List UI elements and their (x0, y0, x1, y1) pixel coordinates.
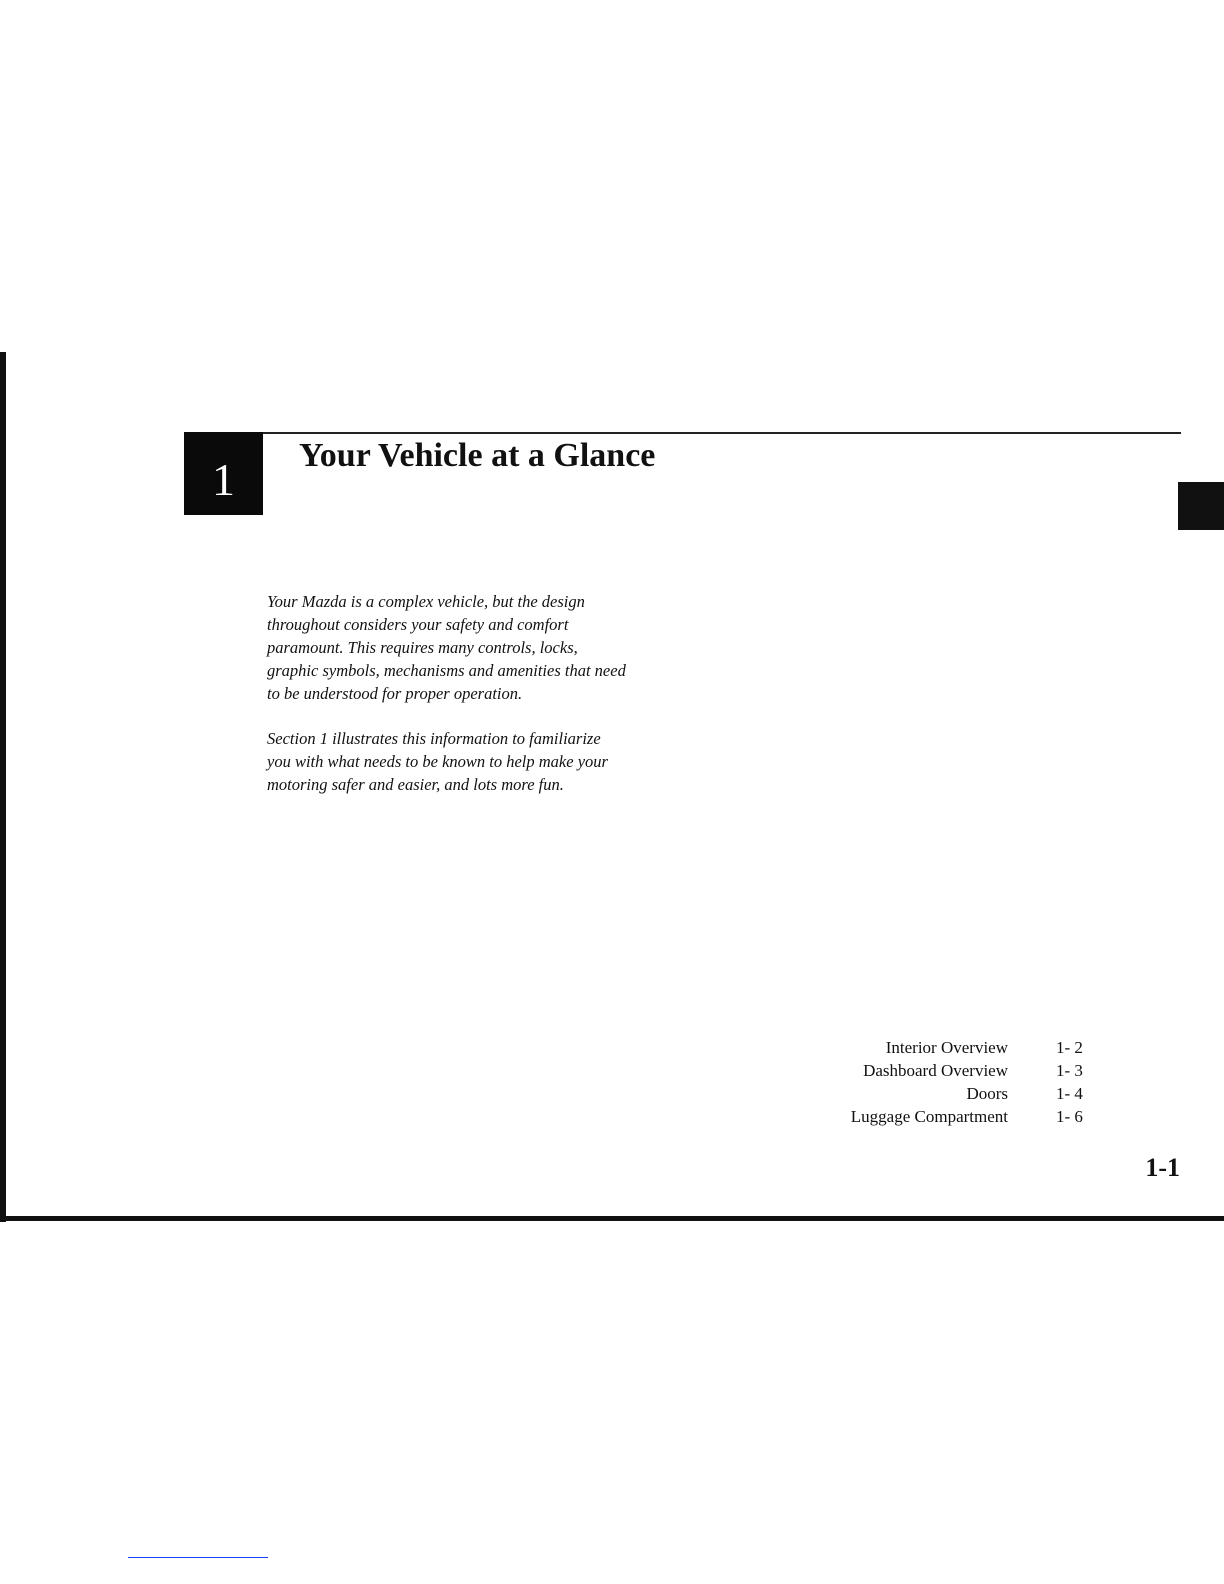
link-underline[interactable] (128, 1557, 268, 1558)
intro-paragraph: Section 1 illustrates this information to familiarize you with what needs to be known to help make your motoring safer and easier, and lots more fun. (267, 729, 608, 794)
bottom-border-rule (0, 1216, 1224, 1221)
chapter-header-rule (263, 432, 1181, 434)
chapter-number: 1 (212, 453, 235, 505)
toc-entry[interactable] (780, 1036, 1100, 1059)
toc-entry-page: 1- 3 (1056, 1061, 1083, 1080)
toc-entry-label: Interior Overview (885, 1038, 1008, 1057)
toc-entry-page: 1- 6 (1056, 1107, 1083, 1126)
chapter-edge-tab (1178, 482, 1224, 530)
left-border-rule (0, 352, 6, 1222)
toc-entry[interactable] (780, 1105, 1100, 1128)
chapter-intro (267, 590, 627, 818)
chapter-contents (780, 1036, 1100, 1128)
toc-entry-label: Dashboard Overview (863, 1061, 1008, 1080)
toc-entry-label: Doors (966, 1084, 1008, 1103)
toc-entry[interactable] (780, 1059, 1100, 1082)
chapter-title: Your Vehicle at a Glance (299, 437, 656, 474)
toc-entry-label: Luggage Compartment (850, 1107, 1008, 1126)
intro-paragraph: Your Mazda is a complex vehicle, but the design throughout considers your safety and comfort paramount. This requires many controls, locks, graphic symbols, mechanisms and amenities that need to be understood for proper operation. (267, 592, 626, 703)
toc-entry-page: 1- 2 (1056, 1038, 1083, 1057)
page-number: 1-1 (1145, 1153, 1180, 1182)
toc-entry-page: 1- 4 (1056, 1084, 1083, 1103)
chapter-number-box (184, 432, 263, 515)
toc-entry[interactable] (780, 1082, 1100, 1105)
